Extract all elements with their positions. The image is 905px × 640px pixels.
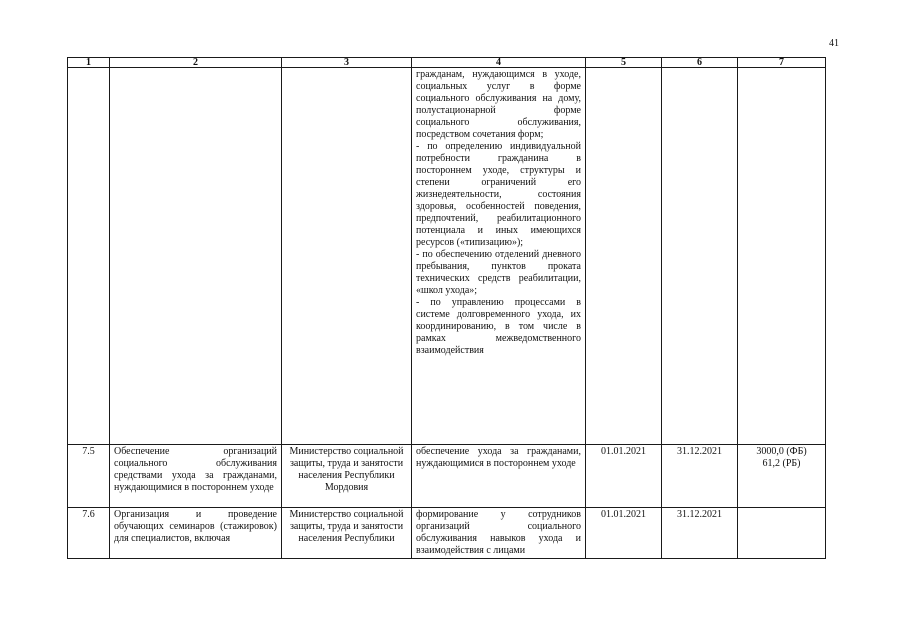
table-row: [68, 508, 826, 559]
cell-num: 7.6: [68, 508, 110, 559]
table-row: [68, 445, 826, 508]
cell-end: [662, 68, 738, 445]
cell-executor: Министерство социальной защиты, труда и занятости населения Республики Мордовия: [282, 445, 412, 508]
funding-regional: 61,2 (РБ): [762, 458, 801, 469]
cell-result: формирование у сотрудников организаций социального обслуживания навыков ухода и взаимодействия с лицами: [412, 508, 586, 559]
cell-num: 7.5: [68, 445, 110, 508]
header-col-4: 4: [412, 58, 586, 68]
cell-start: [586, 68, 662, 445]
header-col-5: 5: [586, 58, 662, 68]
cell-funding: [738, 445, 826, 508]
cell-executor: [282, 68, 412, 445]
header-row: [68, 58, 826, 68]
cell-funding: [738, 508, 826, 559]
table-row-continued: [68, 68, 826, 445]
cell-result: гражданам, нуждающимся в уходе, социальных услуг в форме социального обслуживания на дому, полустационарной форме социального обслуживания, посредством сочетания форм; - по определению индивидуальной потребности гражданина в постороннем уходе, структуры и степени ограничений его жизнедеятельности, состояния здоровья, особенностей поведения, предпочтений, реабилитационного потенциала и иных имеющихся ресурсов («типизацию»); - по обеспечению отделений дневного пребывания, пунктов проката технических средств реабилитации, «школ ухода»; - по управлению процессами в системе долговременного ухода, их координированию, в том числе в рамках межведомственного взаимодействия: [412, 68, 586, 445]
header-col-3: 3: [282, 58, 412, 68]
cell-event: Организация и проведение обучающих семинаров (стажировок) для специалистов, включая: [110, 508, 282, 559]
funding-federal: 3000,0 (ФБ): [756, 446, 807, 457]
cell-executor: Министерство социальной защиты, труда и занятости населения Республики: [282, 508, 412, 559]
header-col-1: 1: [68, 58, 110, 68]
cell-event: Обеспечение организаций социального обслуживания средствами ухода за гражданами, нуждающимися в постороннем уходе: [110, 445, 282, 508]
program-table: [67, 57, 826, 559]
header-col-6: 6: [662, 58, 738, 68]
header-col-2: 2: [110, 58, 282, 68]
cell-num: [68, 68, 110, 445]
page-number: 41: [829, 38, 839, 49]
cell-funding: [738, 68, 826, 445]
cell-result: обеспечение ухода за гражданами, нуждающимися в постороннем уходе: [412, 445, 586, 508]
cell-end: 31.12.2021: [662, 445, 738, 508]
cell-start: 01.01.2021: [586, 508, 662, 559]
cell-end: 31.12.2021: [662, 508, 738, 559]
cell-event: [110, 68, 282, 445]
cell-start: 01.01.2021: [586, 445, 662, 508]
header-col-7: 7: [738, 58, 826, 68]
